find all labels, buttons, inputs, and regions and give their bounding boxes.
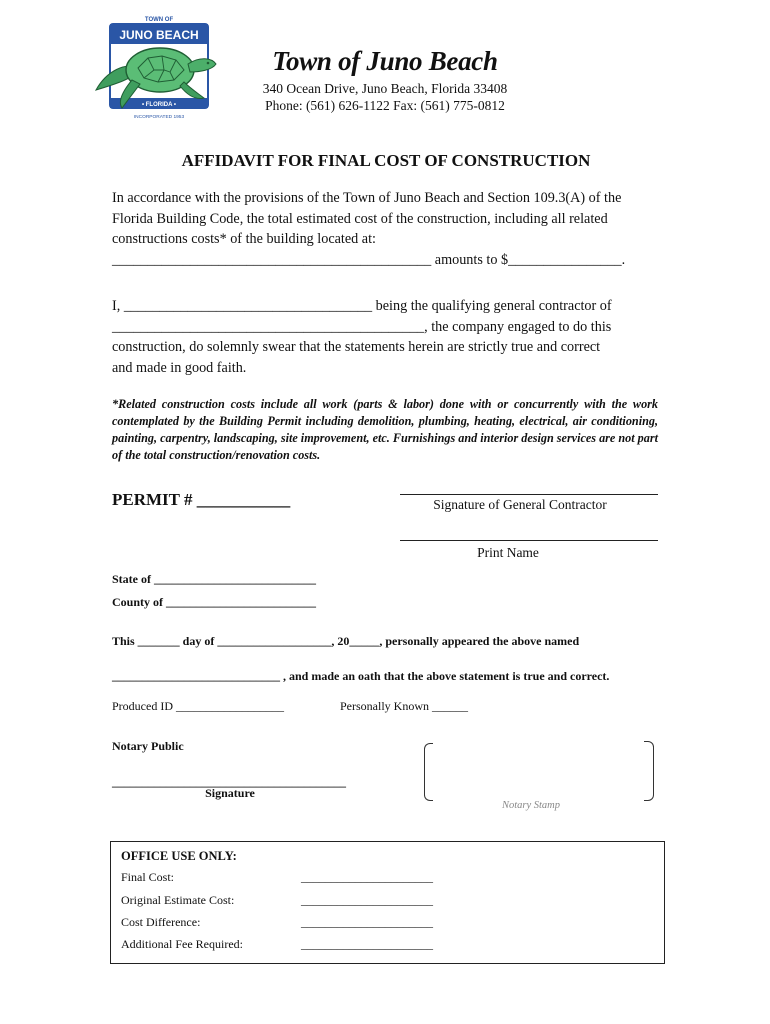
- stamp-bracket-right: [644, 741, 654, 801]
- produced-id-field[interactable]: Produced ID __________________: [112, 699, 284, 713]
- intro-paragraph: [112, 188, 658, 270]
- logo-state-text: • FLORIDA •: [142, 102, 176, 108]
- gc-signature-label: Signature of General Contractor: [433, 497, 607, 512]
- original-estimate-field[interactable]: ______________________: [301, 893, 433, 907]
- oath-line: construction, do solemnly swear that the statements herein are strictly true and correct: [112, 339, 601, 355]
- intro-line: Florida Building Code, the total estimated cost of the construction, including all related: [112, 210, 608, 227]
- phone-fax: Phone: (561) 626-1122 Fax: (561) 775-0812: [265, 98, 505, 113]
- cost-difference-field[interactable]: ______________________: [301, 915, 433, 929]
- permit-number-field[interactable]: PERMIT # ___________: [112, 490, 291, 509]
- intro-line: constructions costs* of the building located at:: [112, 231, 376, 247]
- print-name-label: Print Name: [477, 545, 539, 560]
- office-row-label: Additional Fee Required:: [121, 937, 243, 951]
- contractor-name-blank[interactable]: I, ___________________________________ being the qualifying general contractor of: [112, 298, 612, 314]
- notary-signature-label: Signature: [205, 786, 255, 800]
- state-field[interactable]: State of ___________________________: [112, 572, 316, 586]
- notary-signature-line[interactable]: _______________________________________: [112, 775, 346, 789]
- address-cost-blank[interactable]: _____________________________________________ amounts to $________________.: [112, 251, 626, 268]
- office-use-box: [110, 841, 665, 964]
- logo-incorporated-text: INCORPORATED 1953: [133, 115, 185, 120]
- print-name-line[interactable]: [400, 540, 658, 541]
- final-cost-field[interactable]: ______________________: [301, 870, 433, 884]
- town-name: Town of Juno Beach: [272, 46, 498, 76]
- office-row-final-cost: [121, 870, 649, 885]
- address: 340 Ocean Drive, Juno Beach, Florida 33408: [262, 81, 508, 96]
- gc-signature-line[interactable]: [400, 494, 658, 495]
- date-appeared-field[interactable]: This _______ day of ___________________, 20_____, personally appeared the above named: [112, 634, 580, 648]
- stamp-bracket-left: [424, 743, 433, 801]
- notary-public-label: Notary Public: [112, 739, 184, 753]
- additional-fee-field[interactable]: ______________________: [301, 937, 433, 951]
- company-name-blank[interactable]: ____________________________________________, the company engaged to do this: [112, 318, 612, 335]
- oath-paragraph: [112, 296, 658, 378]
- document-title: AFFIDAVIT FOR FINAL COST OF CONSTRUCTION: [181, 151, 591, 170]
- personally-known-field[interactable]: Personally Known ______: [340, 699, 468, 713]
- town-logo: [88, 12, 220, 122]
- logo-name-text: JUNO BEACH: [119, 28, 199, 42]
- notary-stamp-label: Notary Stamp: [501, 800, 561, 811]
- oath-line: and made in good faith.: [112, 359, 247, 376]
- oath-name-field[interactable]: ____________________________ , and made an oath that the above statement is true and correct.: [112, 669, 610, 683]
- office-row-label: Original Estimate Cost:: [121, 893, 235, 907]
- office-use-title: OFFICE USE ONLY:: [121, 849, 237, 863]
- office-row-original-estimate: [121, 893, 649, 908]
- related-costs-note: *Related construction costs include all work (parts & labor) done with or concurrently with the work contemplated by the Building Permit including demolition, plumbing, heating, electrical, air conditioning, painting, carpentry, landscaping, site improvement, etc. Furnishings and interior design services are not part of the total construction/renovation costs.: [112, 397, 659, 462]
- county-field[interactable]: County of _________________________: [112, 595, 317, 609]
- intro-line: In accordance with the provisions of the Town of Juno Beach and Section 109.3(A) of the: [112, 190, 622, 206]
- office-row-cost-difference: [121, 915, 649, 930]
- office-row-additional-fee: [121, 937, 649, 952]
- office-row-label: Cost Difference:: [121, 915, 201, 929]
- office-row-label: Final Cost:: [121, 870, 175, 884]
- logo-top-text: TOWN OF: [144, 17, 174, 23]
